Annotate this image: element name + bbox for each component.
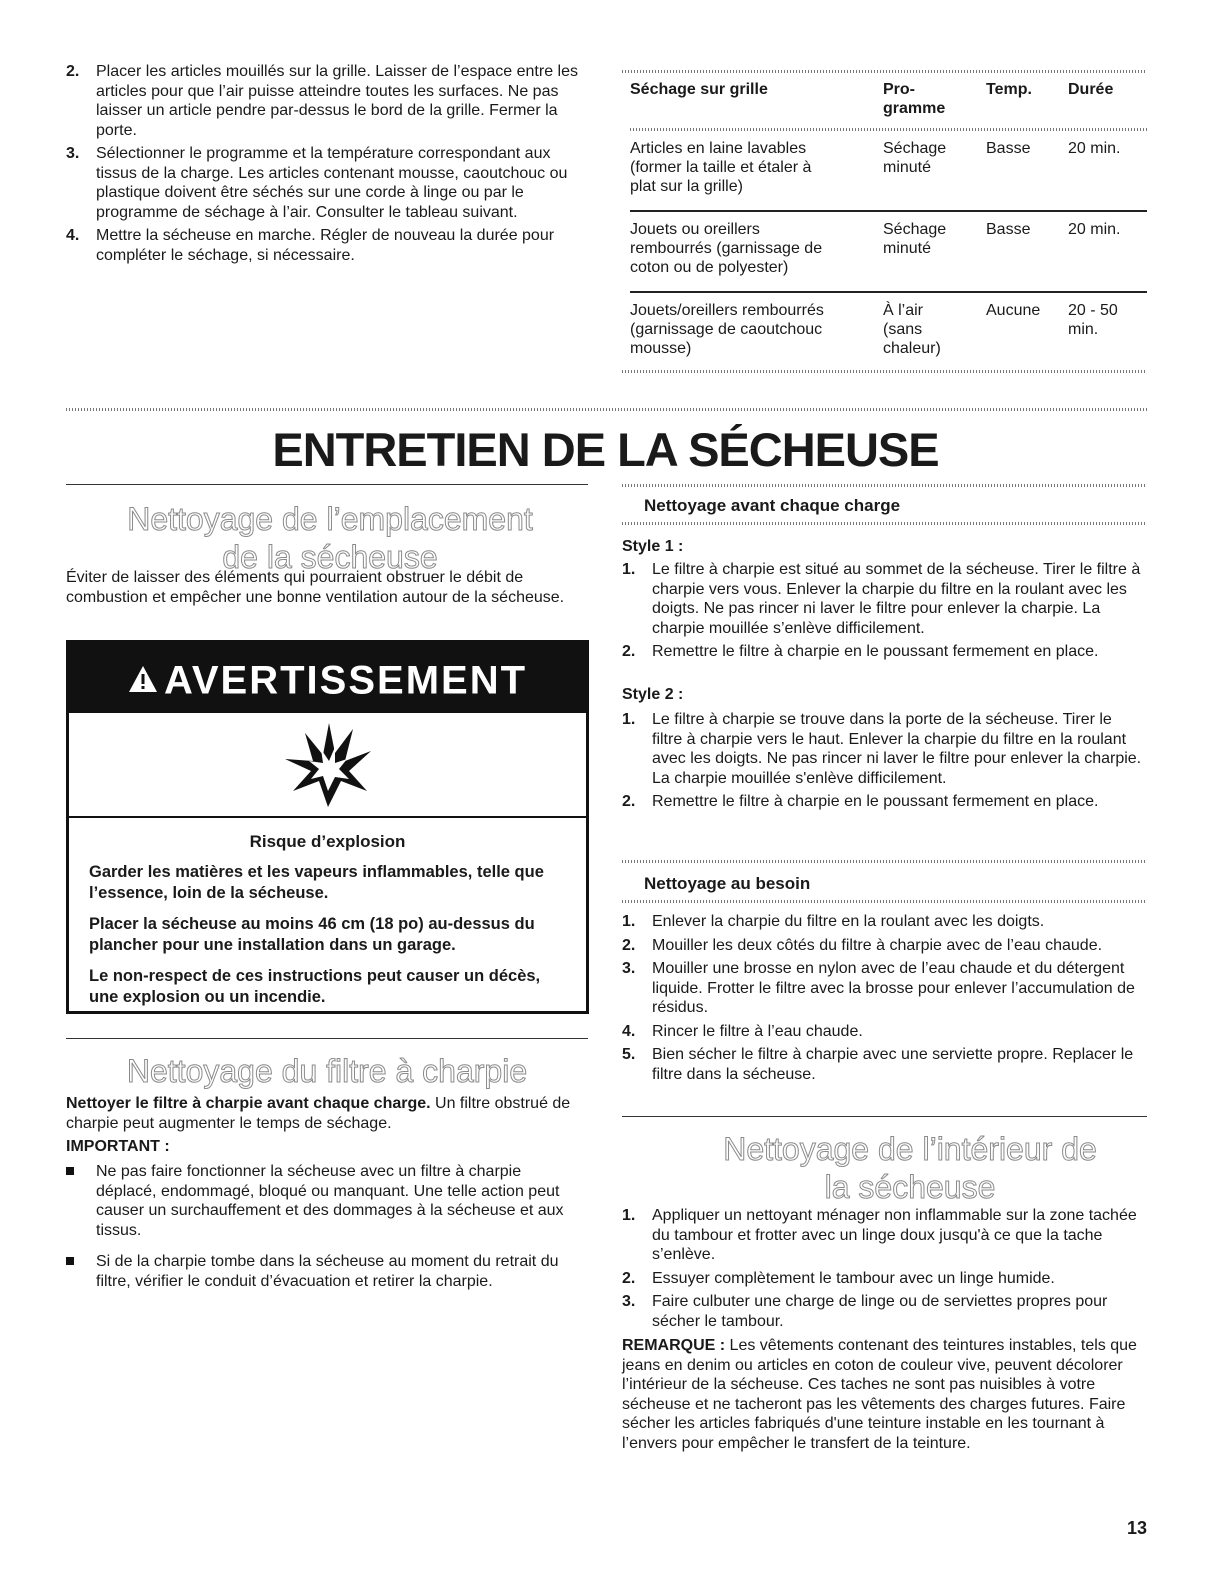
list-item: 2. Essuyer complètement le tambour avec un linge humide. <box>622 1269 1055 1287</box>
title-top-rule <box>66 408 1148 411</box>
warning-triangle-icon <box>128 645 158 715</box>
list-item: Si de la charpie tombe dans la sécheuse au moment du retrait du filtre, vérifier le conduit d’évacuation et retirer la charpie. <box>66 1252 586 1291</box>
warning-line: Placer la sécheuse au moins 46 cm (18 po) au-dessus du plancher pour une installation dans un garage. <box>89 915 535 954</box>
subsection-rule <box>622 900 1147 903</box>
top-steps <box>66 62 586 269</box>
list-item: 1. Le filtre à charpie est situé au sommet de la sécheuse. Tirer le filtre à charpie vers vous. Enlever la charpie du filtre en la roulant avec les doigts. Ne pas rincer ni laver le filtre pour enlever la charpie. La charpie mouillée s’enlève difficilement. <box>622 561 1141 637</box>
list-item: Ne pas faire fonctionner la sécheuse avec un filtre à charpie déplacé, endommagé, bloqué ou manquant. Une telle action peut causer un surchauffement et des dommages à la sécheuse et aux tissus. <box>66 1162 586 1240</box>
bullet-icon <box>66 1257 74 1265</box>
subsection-rule <box>622 860 1147 863</box>
list-item: 2. Placer les articles mouillés sur la grille. Laisser de l’espace entre les articles pour que l’air puisse atteindre toutes les surfaces. Ne pas laisser un article pendre par-dessus le bord de la grille. Fermer la porte. <box>66 63 578 139</box>
list-item: 3. Sélectionner le programme et la température correspondant aux tissus de la charge. Les articles contenant mousse, caoutchouc ou plastique doivent être séchés sur une corde à linge ou par le programme de séchage à l’air. Consulter le tableau suivant. <box>66 145 568 221</box>
table-row: Jouets ou oreillers rembourrés (garnissage de coton ou de polyester) Séchage minuté Basse 20 min. <box>630 211 1147 292</box>
bullet-icon <box>66 1167 74 1175</box>
list-item: 2. Remettre le filtre à charpie en le poussant fermement en place. <box>622 643 1099 660</box>
subsection-title-each-load: Nettoyage avant chaque charge <box>644 496 901 515</box>
as-needed-steps <box>622 912 1144 1088</box>
warning-line: Le non-respect de ces instructions peut causer un décès, une explosion ou un incendie. <box>89 967 541 1006</box>
list-item: 3. Mouiller une brosse en nylon avec de l’eau chaude et du détergent liquide. Frotter le filtre avec la brosse pour enlever l’accumulation de résidus. <box>622 960 1135 1016</box>
list-item: 4. Rincer le filtre à l’eau chaude. <box>622 1022 863 1040</box>
remarque-note: REMARQUE : Les vêtements contenant des teintures instables, tels que jeans en denim ou articles en coton de couleur vive, peuvent décolorer l’intérieur de la sécheuse. Ces taches ne sont pas nuisibles à votre sécheuse et ne tacheront pas les vêtements des charges futures. Faire sécher les articles fabriqués d'une teinture instable en les tournant à l’envers pour empêcher le transfert de la teinture. <box>622 1337 1137 1452</box>
warning-header: AVERTISSEMENT <box>69 643 586 713</box>
section-rule <box>66 1038 588 1039</box>
warning-box <box>66 640 589 1014</box>
section-rule <box>66 484 588 485</box>
table-header: Pro- gramme <box>883 81 946 117</box>
page-title: ENTRETIEN DE LA SÉCHEUSE <box>272 423 939 476</box>
list-item: 4. Mettre la sécheuse en marche. Régler de nouveau la durée pour compléter le séchage, si nécessaire. <box>66 227 555 264</box>
table-header: Temp. <box>986 81 1032 98</box>
table-row: Jouets/oreillers rembourrés (garnissage de caoutchouc mousse) À l’air (sans chaleur) Aucune 20 - 50 min. <box>630 292 1147 372</box>
rack-drying-table <box>630 72 1147 372</box>
explosion-icon <box>69 713 586 818</box>
page-number: 13 <box>1126 1518 1147 1538</box>
section-title-location: Nettoyage de l’emplacement de la sécheuse <box>127 501 533 575</box>
section-title-lint: Nettoyage du filtre à charpie <box>126 1053 528 1089</box>
risk-title: Risque d’explosion <box>249 832 406 851</box>
subsection-rule <box>622 484 1147 487</box>
table-row: Articles en laine lavables (former la taille et étaler à plat sur la grille) Séchage minuté Basse 20 min. <box>630 140 1121 195</box>
style2-steps <box>622 710 1144 816</box>
list-item: 2. Mouiller les deux côtés du filtre à charpie avec de l’eau chaude. <box>622 936 1103 954</box>
list-item: 5. Bien sécher le filtre à charpie avec une serviette propre. Replacer le filtre dans la sécheuse. <box>622 1046 1134 1083</box>
table-header: Séchage sur grille <box>630 81 768 98</box>
subsection-rule <box>622 522 1147 525</box>
list-item: 2. Remettre le filtre à charpie en le poussant fermement en place. <box>622 793 1099 810</box>
interior-steps <box>622 1206 1144 1335</box>
location-text: Éviter de laisser des éléments qui pourraient obstruer le débit de combustion et empêcher une bonne ventilation autour de la sécheuse. <box>66 569 565 606</box>
warning-line: Garder les matières et les vapeurs inflammables, telle que l’essence, loin de la sécheuse. <box>89 863 544 902</box>
important-label: IMPORTANT : <box>66 1138 170 1155</box>
list-item: 1. Le filtre à charpie se trouve dans la porte de la sécheuse. Tirer le filtre à charpie vers le haut. Enlever la charpie du filtre en la roulant avec les doigts. Ne pas rincer ni laver le filtre pour enlever la charpie. La charpie mouillée s'enlève difficilement. <box>622 711 1142 787</box>
style1-label: Style 1 : <box>622 538 684 555</box>
table-bottom-rule <box>622 370 1147 373</box>
lint-intro: Nettoyer le filtre à charpie avant chaque charge. Un filtre obstrué de charpie peut augmenter le temps de séchage. <box>66 1095 571 1132</box>
style1-steps <box>622 560 1144 666</box>
table-header: Durée <box>1068 81 1114 98</box>
style2-label: Style 2 : <box>622 686 684 703</box>
section-rule <box>622 1116 1147 1117</box>
list-item: 1. Enlever la charpie du filtre en la roulant avec les doigts. <box>622 913 1045 930</box>
list-item: 1. Appliquer un nettoyant ménager non inflammable sur la zone tachée du tambour et frotter avec un linge doux jusqu'à ce que la tache s’enlève. <box>622 1207 1137 1263</box>
section-title-interior: Nettoyage de l’intérieur de la sécheuse <box>723 1131 1097 1205</box>
list-item: 3. Faire culbuter une charge de linge ou de serviettes propres pour sécher le tambour. <box>622 1293 1108 1330</box>
important-list <box>66 1162 586 1303</box>
subsection-title-as-needed: Nettoyage au besoin <box>644 874 811 893</box>
